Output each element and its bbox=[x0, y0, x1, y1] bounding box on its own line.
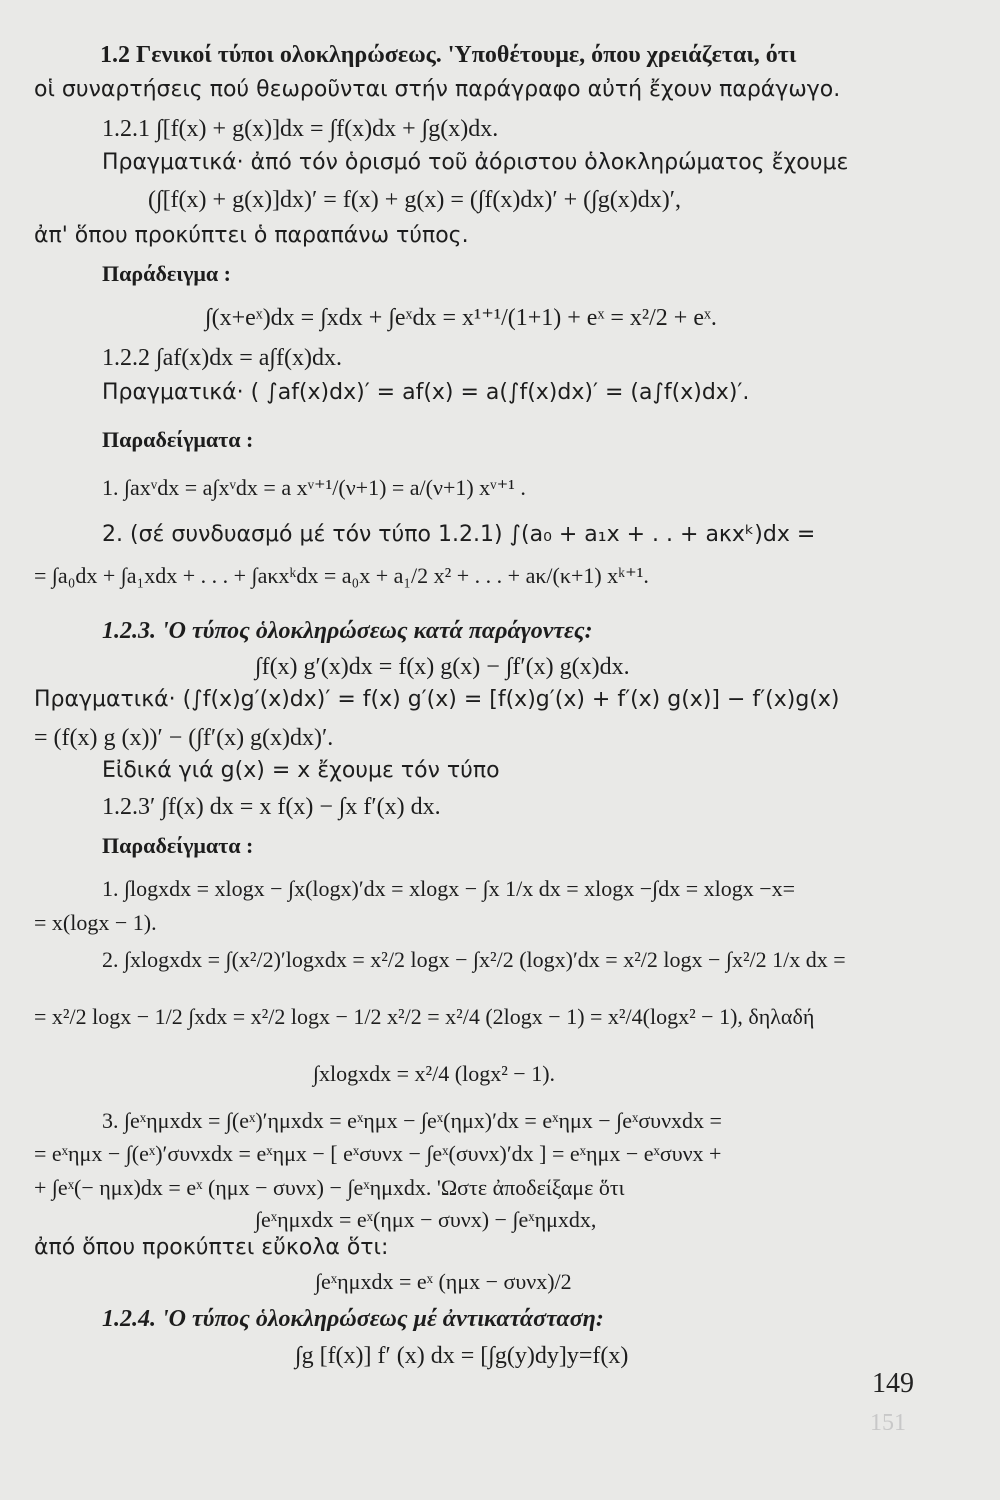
text-line: Παραδείγματα : bbox=[102, 833, 254, 858]
text-line: = (f(x) g (x))′ − (∫f′(x) g(x)dx)′. bbox=[34, 725, 334, 751]
text-line: = x²/2 logx − 1/2 ∫xdx = x²/2 logx − 1/2 x²/2 = x²/4 (2logx − 1) = x²/4(logx² − 1), δηλαδή bbox=[34, 1004, 815, 1029]
text-line: Παραδείγματα : bbox=[102, 427, 254, 452]
text-line: 2. (σέ συνδυασμό μέ τόν τύπο 1.2.1) ∫(a₀ + a₁x + . . + aκxᵏ)dx = bbox=[102, 522, 816, 547]
text-line: 1.2.3′ ∫f(x) dx = x f(x) − ∫x f′(x) dx. bbox=[102, 794, 441, 820]
text-line: 2. ∫xlogxdx = ∫(x²/2)′logxdx = x²/2 logx − ∫x²/2 (logx)′dx = x²/2 logx − ∫x²/2 1/x dx = bbox=[102, 947, 846, 972]
page-number: 149 bbox=[872, 1368, 914, 1399]
text-line: ∫xlogxdx = x²/4 (logx² − 1). bbox=[313, 1061, 556, 1086]
text-line: = ∫a₀dx + ∫a₁xdx + . . . + ∫aκxᵏdx = a₀x + a₁/2 x² + . . . + aκ/(κ+1) xᵏ⁺¹. bbox=[34, 563, 649, 588]
text-line: Πραγματικά· (∫f(x)g′(x)dx)′ = f(x) g′(x) = [f(x)g′(x) + f′(x) g(x)] − f′(x)g(x) bbox=[34, 687, 840, 712]
text-line: Εἰδικά γιά g(x) = x ἔχουμε τόν τύπο bbox=[102, 758, 500, 783]
text-line: 1. ∫logxdx = xlogx − ∫x(logx)′dx = xlogx − ∫x 1/x dx = xlogx −∫dx = xlogx −x= bbox=[102, 876, 796, 901]
text-line: ἀπ' ὅπου προκύπτει ὁ παραπάνω τύπος. bbox=[34, 223, 469, 248]
text-line: ∫g [f(x)] f′ (x) dx = [∫g(y)dy]y=f(x) bbox=[295, 1343, 629, 1369]
text-line: (∫[f(x) + g(x)]dx)′ = f(x) + g(x) = (∫f(x)dx)′ + (∫g(x)dx)′, bbox=[148, 187, 681, 213]
text-line: 1.2.3. 'Ο τύπος ὁλοκληρώσεως κατά παράγοντες: bbox=[102, 618, 593, 644]
text-line: 1.2 Γενικοί τύποι ολοκληρώσεως. 'Υποθέτουμε, όπου χρειάζεται, ότι bbox=[100, 42, 797, 68]
text-line: 1.2.2 ∫af(x)dx = a∫f(x)dx. bbox=[102, 345, 342, 371]
text-line: Πραγματικά· ἀπό τόν ὁρισμό τοῦ ἀόριστου ὁλοκληρώματος ἔχουμε bbox=[102, 150, 849, 175]
text-line: = x(logx − 1). bbox=[34, 910, 157, 935]
text-line: 3. ∫eˣημxdx = ∫(eˣ)′ημxdx = eˣημx − ∫eˣ(ημx)′dx = eˣημx − ∫eˣσυνxdx = bbox=[102, 1108, 722, 1133]
text-line: Παράδειγμα : bbox=[102, 261, 231, 286]
text-line: 1. ∫axᵛdx = a∫xᵛdx = a xᵛ⁺¹/(ν+1) = a/(ν+1) xᵛ⁺¹ . bbox=[102, 475, 526, 500]
text-line: ∫eˣημxdx = eˣ(ημx − συνx) − ∫eˣημxdx, bbox=[255, 1207, 597, 1232]
text-line: 1.2.4. 'Ο τύπος ὁλοκληρώσεως μέ ἀντικατάσταση: bbox=[102, 1306, 604, 1332]
text-line: = eˣημx − ∫(eˣ)′συνxdx = eˣημx − [ eˣσυνx − ∫eˣ(συνx)′dx ] = eˣημx − eˣσυνx + bbox=[34, 1141, 722, 1166]
text-line: ∫eˣημxdx = eˣ (ημx − συνx)/2 bbox=[315, 1269, 572, 1294]
bleed-through-page-number: 151 bbox=[870, 1410, 906, 1436]
text-line: ἀπό ὅπου προκύπτει εὔκολα ὅτι: bbox=[34, 1235, 389, 1260]
text-line: οἱ συναρτήσεις πού θεωροῦνται στήν παράγραφο αὐτή ἔχουν παράγωγο. bbox=[34, 77, 841, 102]
text-line: ∫(x+eˣ)dx = ∫xdx + ∫eˣdx = x¹⁺¹/(1+1) + eˣ = x²/2 + eˣ. bbox=[205, 305, 717, 331]
text-line: ∫f(x) g′(x)dx = f(x) g(x) − ∫f′(x) g(x)dx. bbox=[255, 654, 630, 680]
text-line: 1.2.1 ∫[f(x) + g(x)]dx = ∫f(x)dx + ∫g(x)dx. bbox=[102, 116, 499, 142]
text-line: + ∫eˣ(− ημx)dx = eˣ (ημx − συνx) − ∫eˣημxdx. 'Ωστε ἀποδείξαμε ὅτι bbox=[34, 1175, 625, 1200]
text-line: Πραγματικά· ( ∫af(x)dx)′ = af(x) = a(∫f(x)dx)′ = (a∫f(x)dx)′. bbox=[102, 380, 750, 405]
